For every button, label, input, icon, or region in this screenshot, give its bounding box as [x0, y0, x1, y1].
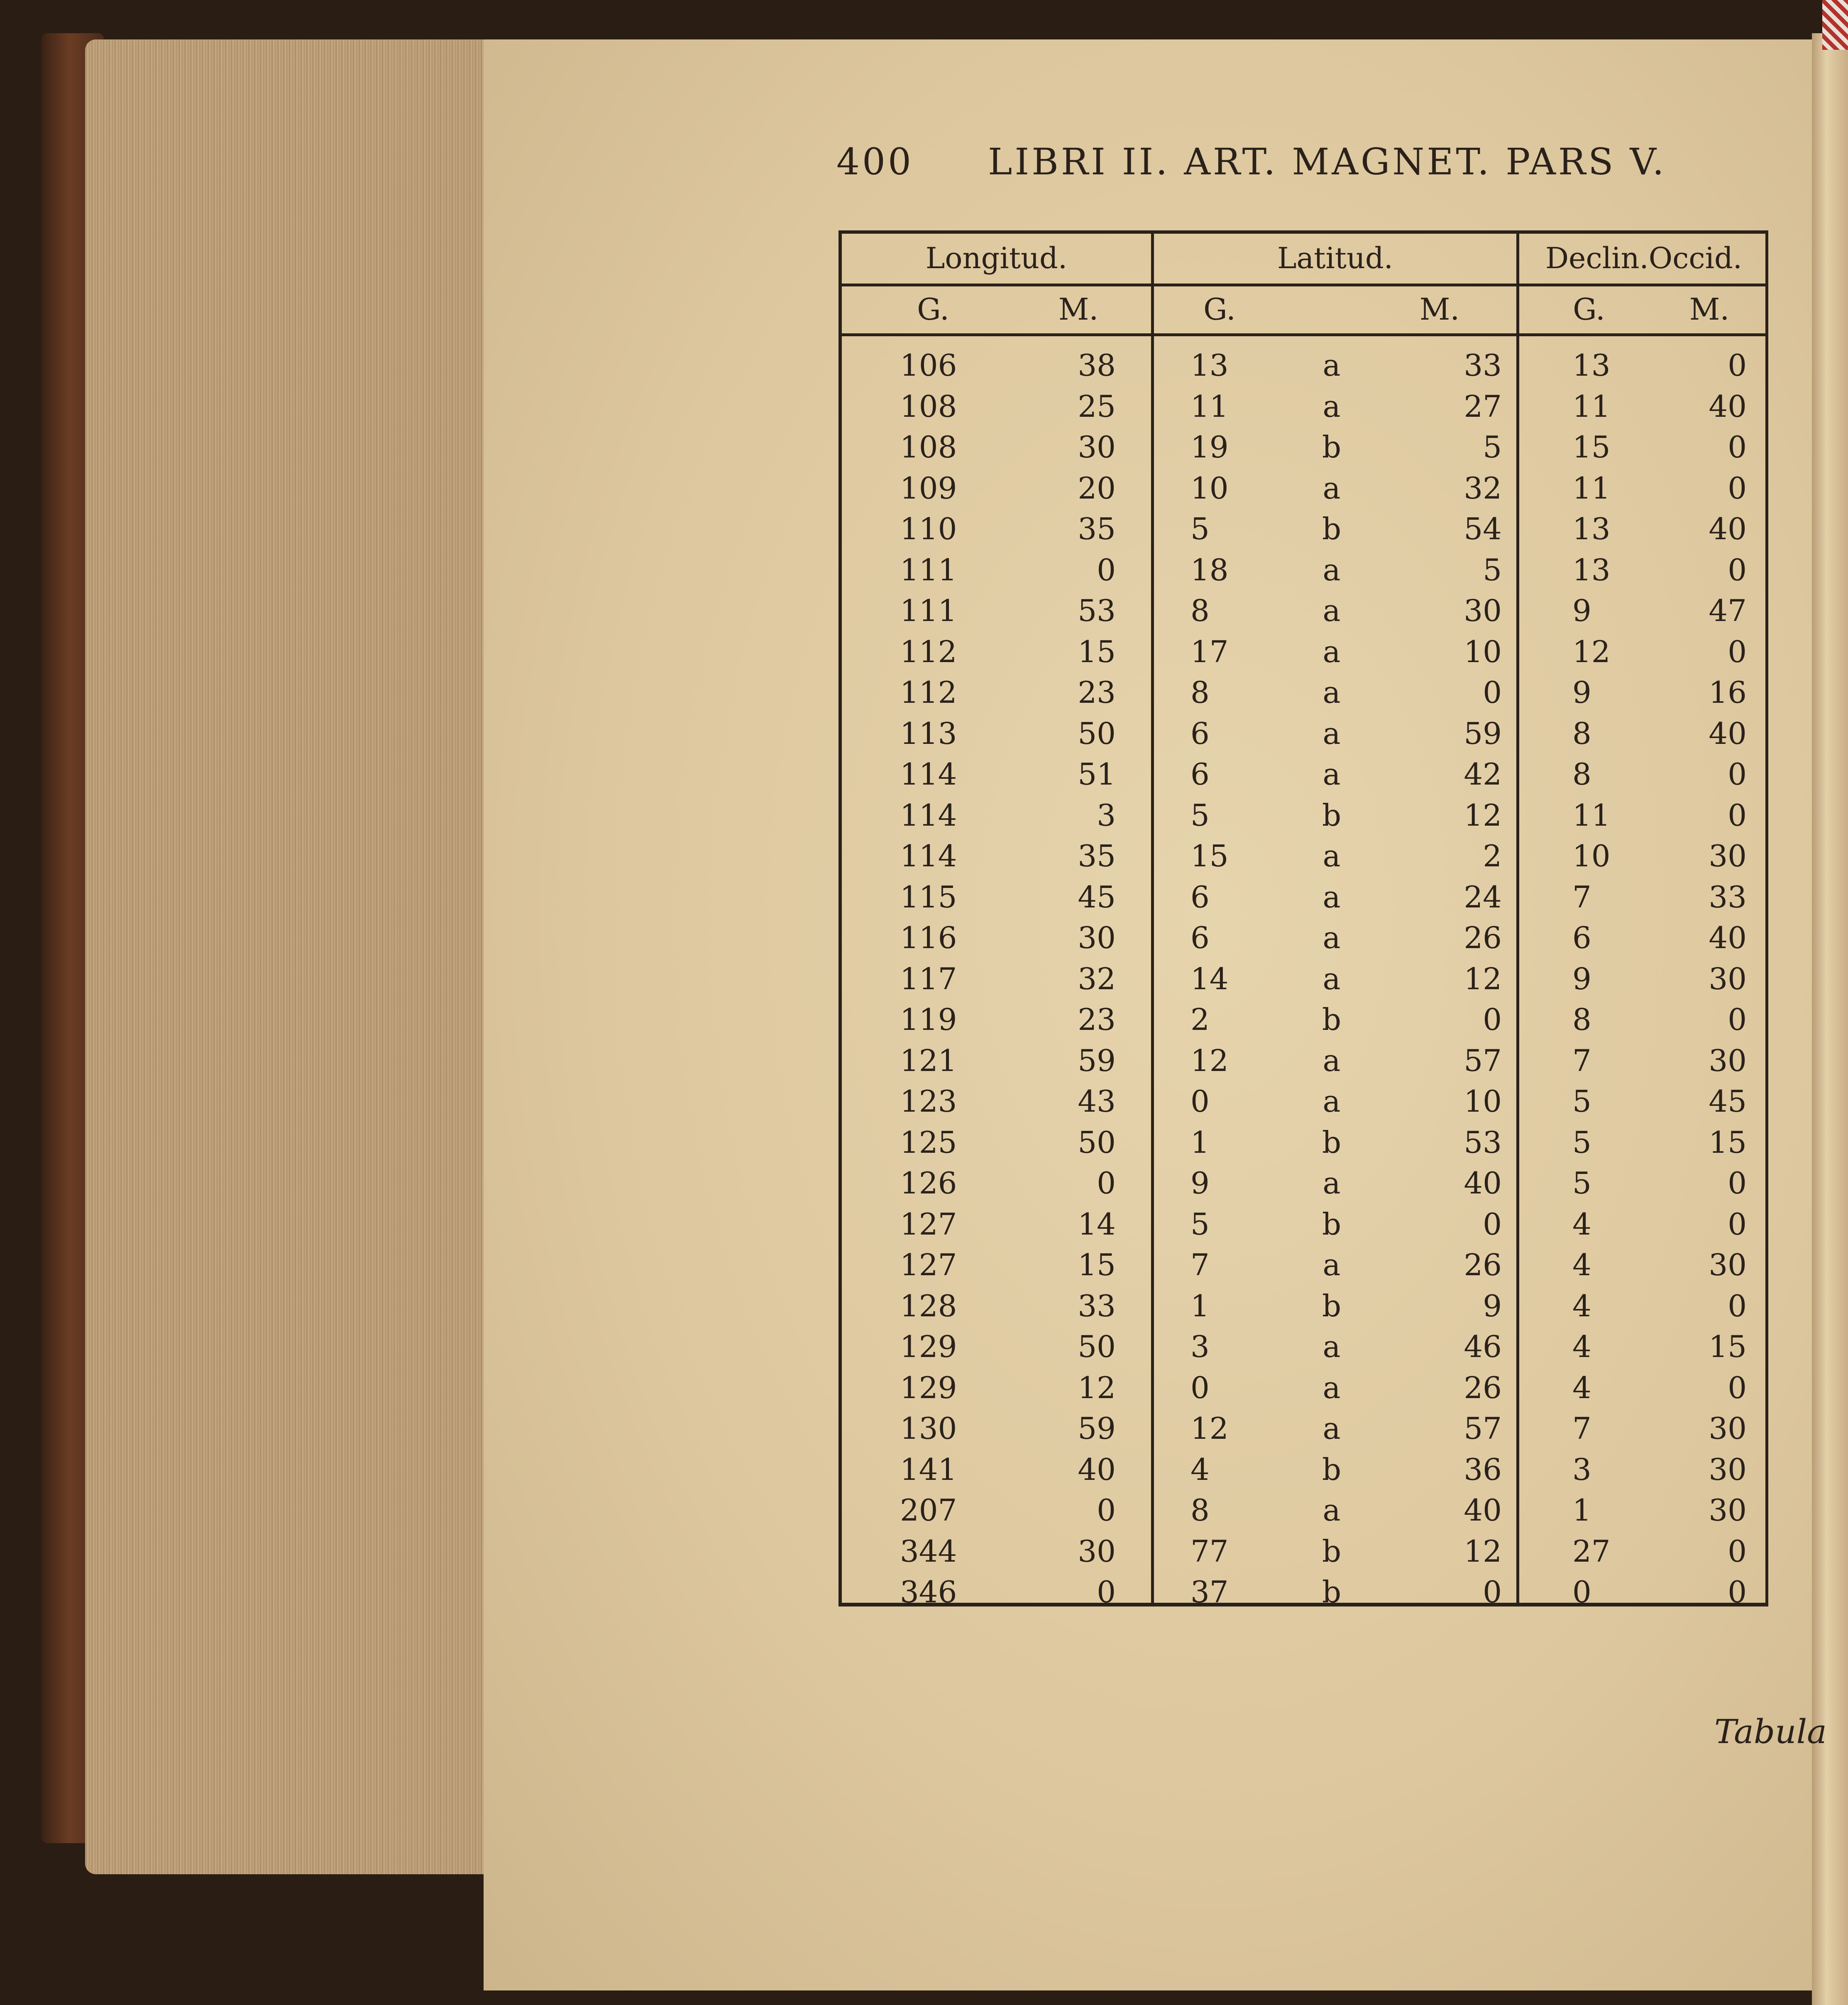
cell-longitude-minutes: 0: [1097, 1575, 1116, 1609]
cell-longitude-minutes: 50: [1078, 1329, 1116, 1364]
cell-latitude-hemisphere: a: [1322, 716, 1341, 751]
table-row: [842, 1207, 1765, 1247]
cell-latitude-degrees: 4: [1190, 1452, 1210, 1487]
cell-longitude-degrees: 114: [900, 797, 957, 833]
cell-longitude-degrees: 113: [900, 716, 957, 751]
table-row: [842, 430, 1765, 470]
cell-declination-degrees: 12: [1572, 634, 1611, 669]
cell-declination-minutes: 0: [1728, 797, 1747, 833]
cell-latitude-degrees: 17: [1190, 634, 1229, 669]
cell-latitude-degrees: 11: [1190, 389, 1229, 424]
cell-declination-minutes: 40: [1709, 511, 1747, 546]
table-row: [842, 716, 1765, 757]
subheader-rule: [842, 333, 1765, 336]
cell-latitude-hemisphere: a: [1322, 675, 1341, 710]
cell-longitude-degrees: 127: [900, 1206, 957, 1242]
cell-latitude-hemisphere: b: [1322, 797, 1342, 833]
cell-latitude-degrees: 19: [1190, 430, 1229, 465]
table-row: [842, 1411, 1765, 1452]
cell-latitude-degrees: 18: [1190, 552, 1229, 587]
cell-longitude-degrees: 108: [900, 389, 957, 424]
table-row: [842, 1289, 1765, 1329]
cell-latitude-degrees: 8: [1190, 675, 1210, 710]
cell-longitude-degrees: 128: [900, 1288, 957, 1323]
cell-declination-degrees: 7: [1572, 1411, 1591, 1446]
cell-declination-minutes: 40: [1709, 389, 1747, 424]
cell-declination-degrees: 7: [1572, 1043, 1591, 1078]
cell-longitude-minutes: 20: [1078, 470, 1116, 506]
table-row: [842, 1043, 1765, 1084]
cell-latitude-hemisphere: a: [1322, 839, 1341, 873]
table-row: [842, 1084, 1765, 1125]
page-block-edges: [85, 39, 484, 1874]
cell-declination-minutes: 0: [1728, 757, 1747, 792]
subheader-longitude-minutes: M.: [1058, 292, 1099, 327]
cell-declination-degrees: 8: [1572, 1002, 1591, 1037]
cell-declination-minutes: 40: [1709, 716, 1747, 751]
cell-declination-degrees: 4: [1572, 1329, 1591, 1364]
cell-declination-minutes: 30: [1709, 1247, 1747, 1282]
cell-declination-minutes: 40: [1709, 920, 1747, 955]
cell-longitude-degrees: 123: [900, 1084, 957, 1119]
subheader-longitude-degrees: G.: [917, 292, 949, 327]
cell-latitude-hemisphere: b: [1322, 1002, 1342, 1037]
cell-latitude-hemisphere: a: [1322, 1493, 1341, 1528]
cell-declination-degrees: 5: [1572, 1166, 1591, 1201]
cell-longitude-minutes: 32: [1078, 961, 1116, 996]
cell-declination-minutes: 0: [1728, 1533, 1747, 1569]
cell-latitude-minutes: 26: [1464, 920, 1502, 955]
cell-declination-minutes: 45: [1709, 1084, 1747, 1119]
cell-latitude-degrees: 6: [1190, 879, 1210, 914]
cell-longitude-minutes: 40: [1078, 1452, 1116, 1487]
cell-longitude-degrees: 126: [900, 1166, 957, 1201]
cell-latitude-hemisphere: a: [1322, 879, 1341, 914]
cell-declination-degrees: 4: [1572, 1288, 1591, 1323]
cell-declination-degrees: 11: [1572, 470, 1611, 506]
cell-declination-minutes: 0: [1728, 634, 1747, 669]
cell-longitude-minutes: 59: [1078, 1043, 1116, 1078]
cell-latitude-hemisphere: b: [1322, 1125, 1342, 1160]
cell-latitude-minutes: 57: [1464, 1411, 1502, 1446]
page-number: 400: [836, 140, 914, 183]
cell-latitude-minutes: 5: [1483, 552, 1502, 587]
cell-latitude-hemisphere: a: [1322, 1329, 1341, 1364]
cell-latitude-minutes: 9: [1483, 1288, 1502, 1323]
cell-declination-degrees: 8: [1572, 716, 1591, 751]
cell-latitude-minutes: 30: [1464, 593, 1502, 628]
cell-longitude-degrees: 108: [900, 430, 957, 465]
table-row: [842, 593, 1765, 634]
cell-longitude-degrees: 129: [900, 1370, 957, 1405]
cell-longitude-degrees: 125: [900, 1125, 957, 1160]
table-row: [842, 1002, 1765, 1043]
cell-latitude-degrees: 14: [1190, 961, 1229, 996]
cell-longitude-degrees: 115: [900, 879, 957, 914]
cell-declination-minutes: 33: [1709, 879, 1747, 914]
cell-declination-degrees: 11: [1572, 389, 1611, 424]
cell-latitude-degrees: 2: [1190, 1002, 1210, 1037]
cell-longitude-minutes: 12: [1078, 1370, 1116, 1405]
table-row: [842, 798, 1765, 839]
cell-latitude-degrees: 5: [1190, 797, 1210, 833]
running-title: LIBRI II. ART. MAGNET. PARS V.: [988, 140, 1667, 183]
catchword: Tabula: [1714, 1712, 1827, 1751]
cell-latitude-minutes: 42: [1464, 757, 1502, 792]
cell-latitude-hemisphere: a: [1322, 757, 1341, 792]
cell-declination-degrees: 11: [1572, 797, 1611, 833]
cell-latitude-minutes: 2: [1483, 839, 1502, 873]
cell-declination-degrees: 27: [1572, 1533, 1611, 1569]
cell-latitude-minutes: 0: [1483, 1002, 1502, 1037]
cell-latitude-minutes: 46: [1464, 1329, 1502, 1364]
table-row: [842, 1493, 1765, 1533]
cell-declination-minutes: 30: [1709, 961, 1747, 996]
cell-declination-degrees: 15: [1572, 430, 1611, 465]
cell-latitude-degrees: 1: [1190, 1288, 1210, 1323]
declination-table: [838, 230, 1768, 1609]
cell-longitude-degrees: 110: [900, 511, 957, 546]
cell-latitude-minutes: 10: [1464, 634, 1502, 669]
cell-declination-minutes: 30: [1709, 1452, 1747, 1487]
cell-declination-degrees: 4: [1572, 1247, 1591, 1282]
cell-declination-minutes: 30: [1709, 1493, 1747, 1528]
cell-latitude-degrees: 12: [1190, 1043, 1229, 1078]
cell-longitude-minutes: 25: [1078, 389, 1116, 424]
cell-declination-degrees: 4: [1572, 1370, 1591, 1405]
table-row: [842, 1534, 1765, 1575]
table-row: [842, 511, 1765, 552]
cell-longitude-degrees: 141: [900, 1452, 957, 1487]
cell-latitude-minutes: 24: [1464, 879, 1502, 914]
cell-longitude-degrees: 121: [900, 1043, 957, 1078]
cell-declination-minutes: 30: [1709, 839, 1747, 873]
cell-declination-degrees: 7: [1572, 879, 1591, 914]
cell-declination-minutes: 16: [1709, 675, 1747, 710]
cell-latitude-degrees: 9: [1190, 1166, 1210, 1201]
cell-latitude-hemisphere: b: [1322, 1452, 1342, 1487]
cell-declination-degrees: 9: [1572, 675, 1591, 710]
cell-longitude-degrees: 207: [900, 1493, 957, 1528]
cell-longitude-degrees: 111: [900, 593, 957, 628]
cell-latitude-hemisphere: b: [1322, 511, 1342, 546]
table-row: [842, 1452, 1765, 1493]
cell-longitude-degrees: 117: [900, 961, 957, 996]
cell-latitude-hemisphere: a: [1322, 961, 1341, 996]
cell-latitude-degrees: 8: [1190, 593, 1210, 628]
cell-latitude-degrees: 10: [1190, 470, 1229, 506]
cell-latitude-degrees: 0: [1190, 1084, 1210, 1119]
cell-latitude-minutes: 12: [1464, 1533, 1502, 1569]
cell-longitude-degrees: 116: [900, 920, 957, 955]
cell-latitude-degrees: 12: [1190, 1411, 1229, 1446]
cell-latitude-minutes: 0: [1483, 675, 1502, 710]
table-row: [842, 471, 1765, 511]
cell-declination-minutes: 0: [1728, 430, 1747, 465]
cell-latitude-minutes: 10: [1464, 1084, 1502, 1119]
cell-longitude-minutes: 23: [1078, 675, 1116, 710]
table-row: [842, 1329, 1765, 1370]
cell-declination-degrees: 13: [1572, 552, 1611, 587]
cell-latitude-minutes: 12: [1464, 797, 1502, 833]
cell-declination-degrees: 6: [1572, 920, 1591, 955]
cell-declination-degrees: 13: [1572, 511, 1611, 546]
cell-declination-minutes: 0: [1728, 1288, 1747, 1323]
cell-latitude-minutes: 36: [1464, 1452, 1502, 1487]
table-row: [842, 1575, 1765, 1615]
table-row: [842, 634, 1765, 675]
cell-declination-minutes: 0: [1728, 470, 1747, 506]
table-row: [842, 961, 1765, 1002]
cell-latitude-hemisphere: b: [1322, 1575, 1342, 1609]
cell-latitude-minutes: 57: [1464, 1043, 1502, 1078]
subheader-latitude-minutes: M.: [1419, 292, 1460, 327]
cell-declination-minutes: 0: [1728, 1206, 1747, 1242]
cell-longitude-minutes: 30: [1078, 920, 1116, 955]
cell-declination-degrees: 4: [1572, 1206, 1591, 1242]
cell-latitude-minutes: 59: [1464, 716, 1502, 751]
table-row: [842, 757, 1765, 797]
cell-latitude-minutes: 5: [1483, 430, 1502, 465]
cell-longitude-degrees: 112: [900, 634, 957, 669]
cell-longitude-minutes: 30: [1078, 1533, 1116, 1569]
table-row: [842, 1370, 1765, 1411]
cell-longitude-degrees: 119: [900, 1002, 957, 1037]
cell-latitude-hemisphere: b: [1322, 1288, 1342, 1323]
cell-declination-minutes: 47: [1709, 593, 1747, 628]
subheader-latitude-hemisphere: [1303, 292, 1361, 333]
cell-longitude-minutes: 50: [1078, 1125, 1116, 1160]
cell-latitude-hemisphere: a: [1322, 389, 1341, 424]
cell-latitude-minutes: 33: [1464, 348, 1502, 383]
cell-longitude-minutes: 23: [1078, 1002, 1116, 1037]
cell-latitude-minutes: 40: [1464, 1493, 1502, 1528]
cell-latitude-degrees: 6: [1190, 757, 1210, 792]
cell-latitude-minutes: 54: [1464, 511, 1502, 546]
cell-longitude-degrees: 346: [900, 1575, 957, 1609]
cell-latitude-minutes: 26: [1464, 1247, 1502, 1282]
table-row: [842, 389, 1765, 430]
cell-declination-minutes: 0: [1728, 1370, 1747, 1405]
cell-latitude-hemisphere: b: [1322, 1206, 1342, 1242]
subheader-declination-degrees: G.: [1573, 292, 1605, 327]
table-row: [842, 553, 1765, 593]
cell-latitude-minutes: 27: [1464, 389, 1502, 424]
cell-latitude-minutes: 26: [1464, 1370, 1502, 1405]
cell-longitude-minutes: 33: [1078, 1288, 1116, 1323]
group-header-declination: Declin.Occid.: [1545, 241, 1743, 275]
cell-longitude-minutes: 51: [1078, 757, 1116, 792]
cell-latitude-hemisphere: a: [1322, 634, 1341, 669]
cell-latitude-minutes: 32: [1464, 470, 1502, 506]
cell-longitude-degrees: 344: [900, 1533, 957, 1569]
cell-latitude-hemisphere: a: [1322, 1084, 1341, 1119]
group-header-latitude: Latitud.: [1277, 241, 1393, 275]
cell-latitude-minutes: 12: [1464, 961, 1502, 996]
cell-latitude-minutes: 0: [1483, 1206, 1502, 1242]
cell-latitude-degrees: 15: [1190, 839, 1229, 873]
table-row: [842, 880, 1765, 920]
table-row: [842, 1166, 1765, 1206]
cell-longitude-minutes: 30: [1078, 430, 1116, 465]
cell-latitude-degrees: 5: [1190, 1206, 1210, 1242]
cell-declination-degrees: 9: [1572, 593, 1591, 628]
cell-longitude-minutes: 38: [1078, 348, 1116, 383]
table-row: [842, 1247, 1765, 1288]
cell-declination-minutes: 0: [1728, 348, 1747, 383]
cell-longitude-minutes: 14: [1078, 1206, 1116, 1242]
cell-longitude-degrees: 109: [900, 470, 957, 506]
cell-latitude-hemisphere: a: [1322, 1043, 1341, 1078]
cell-longitude-minutes: 43: [1078, 1084, 1116, 1119]
cell-declination-degrees: 8: [1572, 757, 1591, 792]
cell-longitude-degrees: 106: [900, 348, 957, 383]
cell-latitude-minutes: 53: [1464, 1125, 1502, 1160]
cell-longitude-minutes: 50: [1078, 716, 1116, 751]
cell-longitude-minutes: 0: [1097, 552, 1116, 587]
cell-longitude-degrees: 127: [900, 1247, 957, 1282]
cell-latitude-hemisphere: a: [1322, 1247, 1341, 1282]
cell-longitude-degrees: 129: [900, 1329, 957, 1364]
cell-declination-minutes: 15: [1709, 1125, 1747, 1160]
cell-longitude-degrees: 111: [900, 552, 957, 587]
cell-declination-minutes: 30: [1709, 1411, 1747, 1446]
cell-longitude-degrees: 130: [900, 1411, 957, 1446]
cell-latitude-hemisphere: a: [1322, 552, 1341, 587]
cell-latitude-degrees: 7: [1190, 1247, 1210, 1282]
table-row: [842, 839, 1765, 879]
cell-longitude-minutes: 0: [1097, 1166, 1116, 1201]
cell-latitude-degrees: 0: [1190, 1370, 1210, 1405]
cell-declination-degrees: 13: [1572, 348, 1611, 383]
cell-longitude-minutes: 45: [1078, 879, 1116, 914]
cell-declination-degrees: 1: [1572, 1493, 1591, 1528]
cell-declination-degrees: 0: [1572, 1575, 1591, 1609]
cell-latitude-degrees: 3: [1190, 1329, 1210, 1364]
cell-latitude-degrees: 5: [1190, 511, 1210, 546]
cell-longitude-degrees: 114: [900, 839, 957, 873]
cell-declination-degrees: 9: [1572, 961, 1591, 996]
cell-declination-minutes: 0: [1728, 1166, 1747, 1201]
cell-longitude-minutes: 3: [1097, 797, 1116, 833]
table-row: [842, 348, 1765, 389]
cell-declination-minutes: 0: [1728, 552, 1747, 587]
cell-latitude-degrees: 1: [1190, 1125, 1210, 1160]
cell-longitude-degrees: 112: [900, 675, 957, 710]
cell-declination-minutes: 30: [1709, 1043, 1747, 1078]
cell-latitude-degrees: 37: [1190, 1575, 1229, 1609]
table-row: [842, 1125, 1765, 1166]
group-header-longitude: Longitud.: [925, 241, 1068, 275]
table-row: [842, 675, 1765, 716]
subheader-latitude-degrees: G.: [1203, 292, 1236, 327]
cell-latitude-degrees: 6: [1190, 716, 1210, 751]
page-header: [830, 137, 1735, 195]
cell-longitude-minutes: 15: [1078, 1247, 1116, 1282]
cell-latitude-degrees: 77: [1190, 1533, 1229, 1569]
cell-longitude-minutes: 35: [1078, 839, 1116, 873]
facing-page-edge: [1812, 33, 1848, 2005]
cell-declination-degrees: 3: [1572, 1452, 1591, 1487]
cell-declination-minutes: 0: [1728, 1002, 1747, 1037]
cell-latitude-hemisphere: a: [1322, 470, 1341, 506]
cell-longitude-minutes: 35: [1078, 511, 1116, 546]
cell-declination-degrees: 5: [1572, 1084, 1591, 1119]
cell-latitude-minutes: 0: [1483, 1575, 1502, 1609]
cell-latitude-degrees: 6: [1190, 920, 1210, 955]
cell-longitude-degrees: 114: [900, 757, 957, 792]
cell-latitude-degrees: 13: [1190, 348, 1229, 383]
cell-longitude-minutes: 59: [1078, 1411, 1116, 1446]
cell-declination-minutes: 15: [1709, 1329, 1747, 1364]
bookmark-ribbon: [1822, 0, 1848, 50]
cell-latitude-hemisphere: b: [1322, 430, 1342, 465]
subheader-declination-minutes: M.: [1689, 292, 1730, 327]
cell-latitude-hemisphere: a: [1322, 1370, 1341, 1405]
cell-longitude-minutes: 15: [1078, 634, 1116, 669]
cell-declination-degrees: 10: [1572, 839, 1611, 873]
cell-latitude-hemisphere: a: [1322, 1166, 1341, 1201]
cell-latitude-hemisphere: a: [1322, 1411, 1341, 1446]
cell-declination-minutes: 0: [1728, 1575, 1747, 1609]
cell-declination-degrees: 5: [1572, 1125, 1591, 1160]
table-row: [842, 920, 1765, 961]
cell-latitude-hemisphere: a: [1322, 348, 1341, 383]
cell-latitude-hemisphere: a: [1322, 593, 1341, 628]
cell-latitude-degrees: 8: [1190, 1493, 1210, 1528]
cell-latitude-minutes: 40: [1464, 1166, 1502, 1201]
cell-latitude-hemisphere: b: [1322, 1533, 1342, 1569]
cell-latitude-hemisphere: a: [1322, 920, 1341, 955]
cell-longitude-minutes: 0: [1097, 1493, 1116, 1528]
cell-longitude-minutes: 53: [1078, 593, 1116, 628]
